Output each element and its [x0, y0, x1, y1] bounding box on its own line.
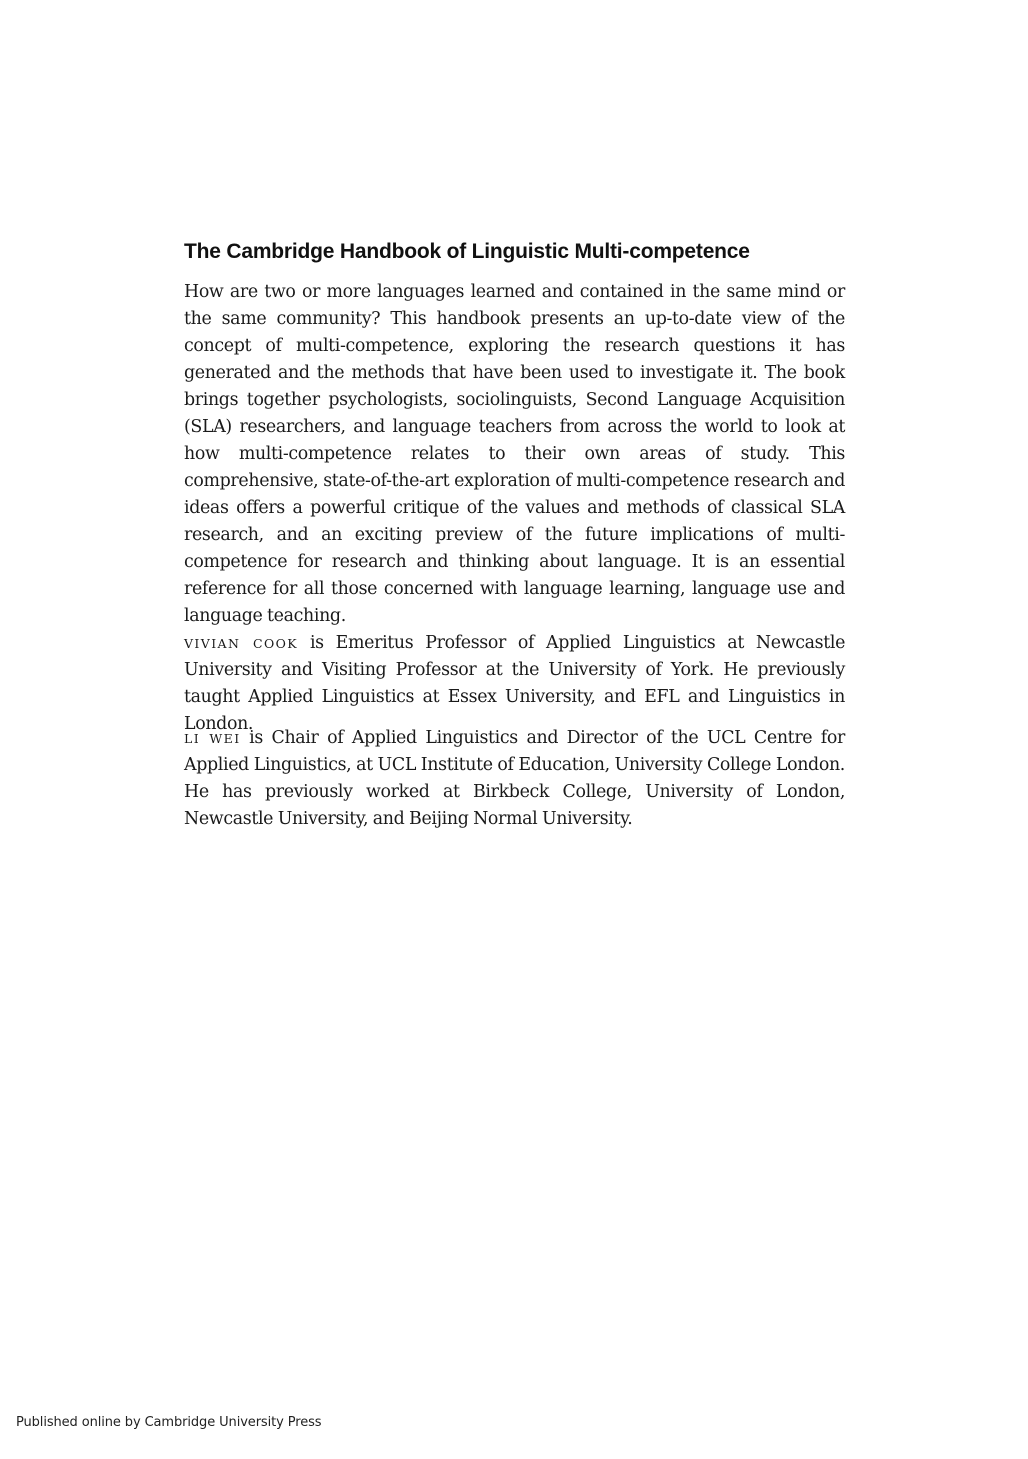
- author-bio-li-wei: [184, 725, 845, 833]
- author-bio-text: is Chair of Applied Linguistics and Director of the UCL Centre for Applied Linguistics, at UCL Institute of Education, University College London. He has previously worked at Birkbeck College, University of London, Newcastle University, and Beijing Normal University.: [184, 728, 845, 829]
- author-bio-text: is Emeritus Professor of Applied Linguistics at Newcastle University and Visiting Professor at the University of York. He previously taught Applied Linguistics at Essex University, and EFL and Linguistics in London.: [184, 633, 846, 734]
- author-bio-paragraph: [184, 630, 845, 738]
- blurb-paragraph: How are two or more languages learned and contained in the same mind or the same community? This handbook presents an up-to-date view of the concept of multi-competence, exploring the research questions it has generated and the methods that have been used to investigate it. The book brings together psychologists, sociolinguists, Second Language Acquisition (SLA) researchers, and language teachers from across the world to look at how multi-competence relates to their own areas of study. This comprehensive, state-of-the-art exploration of multi-competence research and ideas offers a powerful critique of the values and methods of classical SLA research, and an exciting preview of the future implications of multi-competence for research and thinking about language. It is an essential reference for all those concerned with language learning, language use and language teaching.: [184, 282, 845, 626]
- author-name: LI WEI: [184, 731, 241, 746]
- author-bio-vivian-cook: [184, 630, 845, 738]
- author-name: VIVIAN COOK: [184, 636, 299, 651]
- publication-footer: Published online by Cambridge University Press: [16, 1415, 322, 1430]
- author-bio-paragraph: [184, 725, 845, 833]
- book-title: The Cambridge Handbook of Linguistic Multi-competence: [184, 240, 750, 264]
- book-blurb: [184, 279, 845, 630]
